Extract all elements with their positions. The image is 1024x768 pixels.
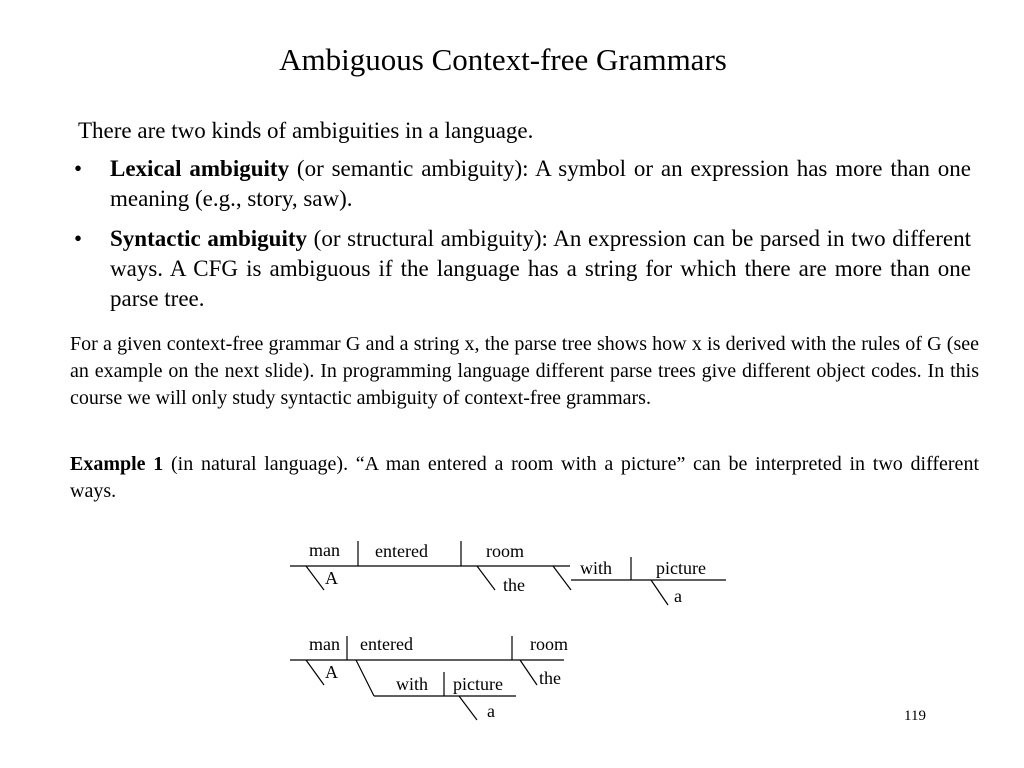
subject-word: man <box>309 634 340 654</box>
object-word: room <box>486 541 524 561</box>
bullet-text <box>110 154 971 214</box>
intro-text: There are two kinds of ambiguities in a language. <box>78 118 534 143</box>
verb-prep-connector-line <box>356 660 374 696</box>
subject-article: A <box>325 568 338 588</box>
prep-article: a <box>674 586 682 606</box>
bullet-lexical-ambiguity <box>74 154 971 214</box>
object-modifier-line <box>477 566 495 590</box>
page-number: 119 <box>904 708 926 724</box>
slide-title: Ambiguous Context-free Grammars <box>279 42 727 77</box>
bullet-term: Syntactic ambiguity <box>110 226 308 251</box>
bullet-syntactic-ambiguity <box>74 224 971 314</box>
subject-article: A <box>325 662 338 682</box>
object-word: room <box>530 634 568 654</box>
sentence-diagram-1 <box>290 540 726 606</box>
bullet-marker: • <box>74 156 83 181</box>
example-paragraph <box>70 451 979 505</box>
subject-modifier-line <box>306 566 324 590</box>
preposition-word: with <box>580 558 613 578</box>
bullet-text <box>110 224 971 314</box>
prep-object-modifier-line <box>651 580 668 605</box>
sentence-diagram-2 <box>290 634 568 721</box>
prep-object-word: picture <box>453 674 503 694</box>
object-modifier-line <box>520 660 537 685</box>
explanation-paragraph: For a given context-free grammar G and a string x, the parse tree shows how x is derived with the rules of G (see an example on the next slide). In programming language different parse trees give different object codes. In this course we will only study syntactic ambiguity of context-free grammars. <box>70 333 979 409</box>
verb-word: entered <box>360 634 413 654</box>
prep-connector-line <box>553 566 571 590</box>
prep-object-word: picture <box>656 558 706 578</box>
prep-object-modifier-line <box>459 696 477 720</box>
preposition-word: with <box>396 674 429 694</box>
sentence-diagrams <box>280 530 740 730</box>
bullet-marker: • <box>74 226 83 251</box>
verb-word: entered <box>375 541 428 561</box>
subject-modifier-line <box>306 660 324 685</box>
bullet-description: (or semantic ambiguity): A symbol or an expression has more than one meaning (e.g., story, saw). <box>110 156 971 211</box>
subject-word: man <box>309 540 340 560</box>
example-label: Example 1 <box>70 453 164 475</box>
object-article: the <box>503 575 525 595</box>
bullet-description: (or structural ambiguity): An expression can be parsed in two different ways. A CFG is ambiguous if the language has a string for which there are more than one parse tree. <box>110 226 971 311</box>
object-article: the <box>539 668 561 688</box>
bullet-term: Lexical ambiguity <box>110 156 290 181</box>
example-text: (in natural language). “A man entered a room with a picture” can be interpreted in two different ways. <box>70 453 979 502</box>
prep-article: a <box>487 701 495 721</box>
